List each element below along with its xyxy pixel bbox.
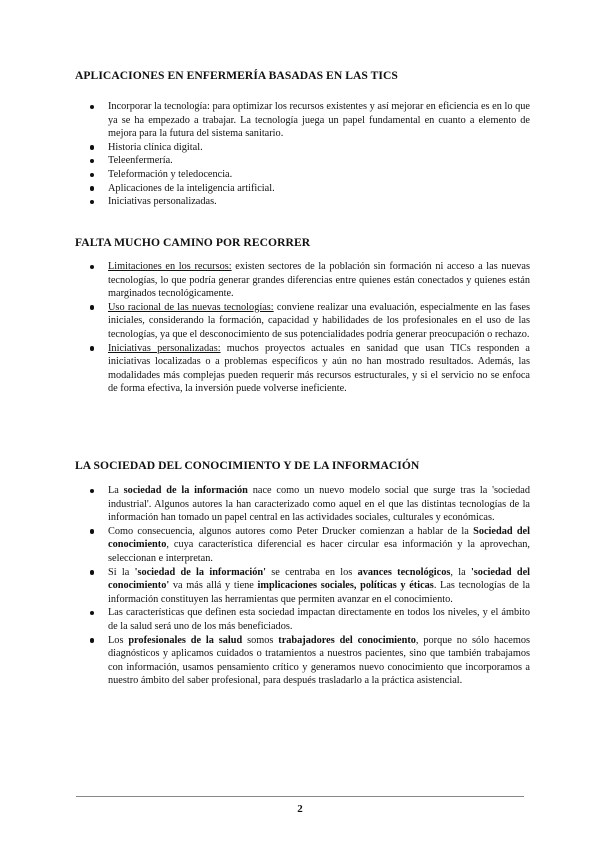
list-item: Como consecuencia, algunos autores como Peter Drucker comienzan a hablar de la Sociedad del conocimiento, cuya característica diferencial es hacer circular esa información y la aprovechan, seleccionan e interpretan. [88, 525, 530, 566]
list-item: Aplicaciones de la inteligencia artificial. [88, 182, 530, 196]
list-item: Iniciativas personalizadas: muchos proyectos actuales en sanidad que usan TICs responden a iniciativas localizadas o a problemas específicos y aún no han mostrado resultados. Además, las modalidades más complejas pueden requerir más recursos estructurales, y si el servicio no se enfoca de forma efectiva, la inversión puede volverse ineficiente. [88, 342, 530, 396]
list-item: Historia clínica digital. [88, 141, 530, 155]
list-item: Iniciativas personalizadas. [88, 195, 530, 209]
section-title-sociedad: LA SOCIEDAD DEL CONOCIMIENTO Y DE LA INFORMACIÓN [75, 459, 420, 472]
page-number: 2 [297, 803, 303, 815]
list-falta-camino [88, 260, 530, 396]
term: Uso racional de las nuevas tecnologías: [108, 301, 274, 313]
list-item: Incorporar la tecnología: para optimizar los recursos existentes y así mejorar en eficiencia es en lo que ya se ha empezado a trabajar. La tecnología juega un papel fundamental en cuanto a elemento de mejora para la futura del sistema sanitario. [88, 100, 530, 141]
list-item: La sociedad de la información nace como un nuevo modelo social que surge tras la 'sociedad industrial'. Algunos autores la han caracterizado como aquel en el que las distintas tecnologías de la información han tomado un papel central en las actividades sociales, culturales y económicas. [88, 484, 530, 525]
list-item: Uso racional de las nuevas tecnologías: conviene realizar una evaluación, especialmente en las fases iniciales, considerando la formación, capacidad y habilidades de los profesionales en el uso de las tecnologías, ya que el desconocimiento de sus potencialidades podría generar preocupación o rechazo. [88, 301, 530, 342]
list-item: Si la 'sociedad de la información' se centraba en los avances tecnológicos, la 'sociedad del conocimiento' va más allá y tiene implicaciones sociales, políticas y éticas. Las tecnologías de la información constituyen las herramientas que permiten avanzar en el conocimiento. [88, 566, 530, 607]
list-item: Limitaciones en los recursos: existen sectores de la población sin formación ni acceso a las nuevas tecnologías, lo que podría generar grandes diferencias entre quienes están conectados y quienes están marginados tecnológicamente. [88, 260, 530, 301]
footer-divider [76, 796, 524, 797]
list-aplicaciones [88, 100, 530, 209]
term: Iniciativas personalizadas: [108, 342, 221, 354]
list-item: Las características que definen esta sociedad impactan directamente en todos los niveles, y el ámbito de la salud será uno de los más beneficiados. [88, 606, 530, 633]
term: Limitaciones en los recursos: [108, 261, 232, 272]
list-item: Teleformación y teledocencia. [88, 168, 530, 182]
section-title-falta-camino: FALTA MUCHO CAMINO POR RECORRER [75, 236, 311, 249]
list-item: Teleenfermería. [88, 154, 530, 168]
list-item: Los profesionales de la salud somos trabajadores del conocimiento, porque no sólo hacemos diagnósticos y aplicamos cuidados o tratamientos a nuestros pacientes, sino que también trabajamos con información, usamos pensamiento crítico y generamos nuevo conocimiento que incorporamos a nuestro ámbito del saber profesional, para después trasladarlo a la práctica asistencial. [88, 634, 530, 688]
section-title-aplicaciones: APLICACIONES EN ENFERMERÍA BASADAS EN LAS TICS [75, 69, 398, 82]
list-sociedad [88, 484, 530, 688]
